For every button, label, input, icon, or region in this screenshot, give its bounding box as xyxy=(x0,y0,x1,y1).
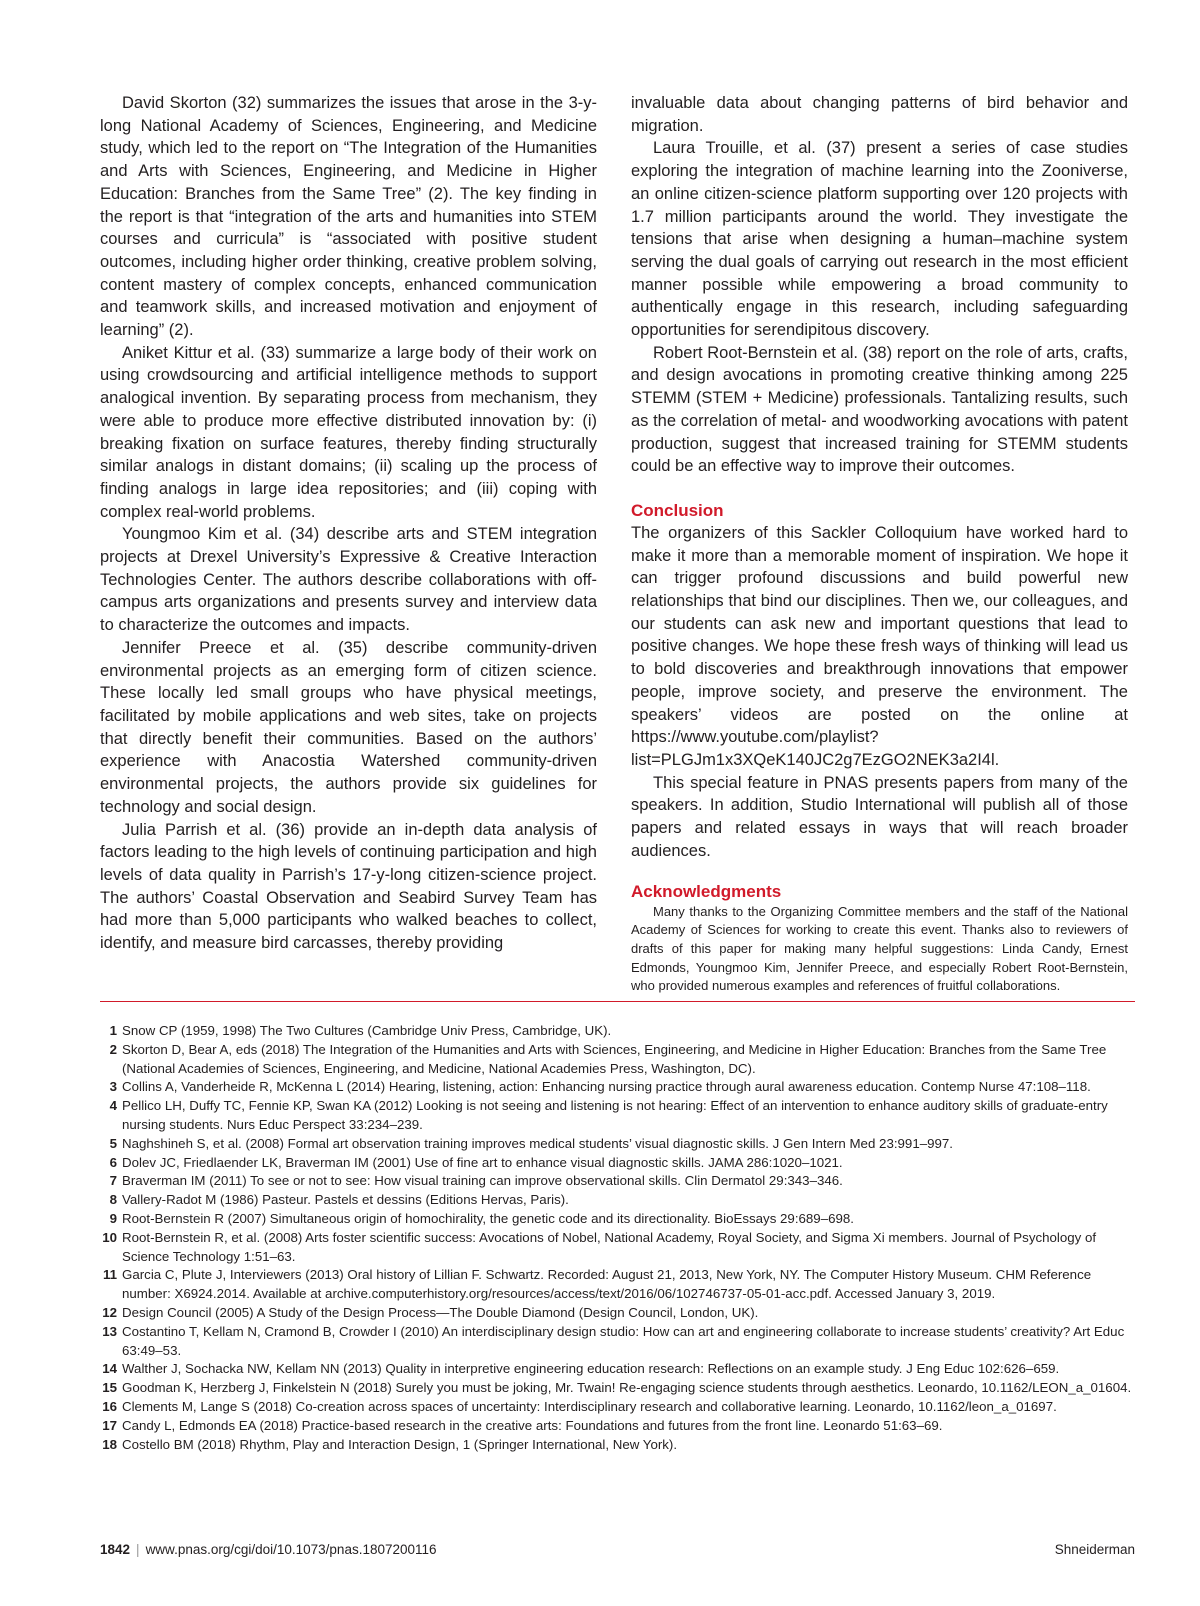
reference-item xyxy=(100,1417,1135,1436)
page-number: 1842 xyxy=(100,1542,131,1557)
reference-number: 1 xyxy=(109,1023,117,1038)
reference-item xyxy=(100,1097,1135,1135)
reference-item xyxy=(100,1172,1135,1191)
reference-item xyxy=(100,1266,1135,1304)
reference-item xyxy=(100,1323,1135,1361)
reference-text: Naghshineh S, et al. (2008) Formal art observation training improves medical students’ visual diagnostic skills. J Gen Intern Med 23:991–997. xyxy=(122,1135,953,1151)
reference-item xyxy=(100,1078,1135,1097)
reference-list xyxy=(100,1022,1135,1454)
reference-item xyxy=(100,1229,1135,1267)
reference-number: 6 xyxy=(109,1154,117,1170)
reference-item xyxy=(100,1154,1135,1173)
conclusion-paragraph: The organizers of this Sackler Colloquium have worked hard to make it more than a memorable moment of inspiration. We hope it can trigger profound discussions and build powerful new relationships that bind our disciplines. Then we, our colleagues, and our students can ask new and important questions that lead to positive changes. We hope these fresh ways of thinking will lead us to bold discoveries and breakthrough innovations that empower people, improve society, and preserve the environment. The speakers’ videos are posted on the online at https://www.youtube.com/playlist?list=PLGJm1x3XQeK140JC2g7EzGO2NEK3a2I4l. xyxy=(631,523,1128,769)
doi-link[interactable]: www.pnas.org/cgi/doi/10.1073/pnas.1807200116 xyxy=(145,1542,437,1557)
reference-number: 12 xyxy=(102,1304,117,1320)
acknowledgments-heading: Acknowledgments xyxy=(631,881,782,901)
reference-text: Garcia C, Plute J, Interviewers (2013) Oral history of Lillian F. Schwartz. Recorded: August 21, 2013, New York, NY. The Computer History Museum. CHM Reference number: X6924.2014. Available at archive.computerhistory.org/resources/access/text/2016/06/102746737-05-01-acc.pdf. Accessed January 3, 2019. xyxy=(122,1267,1092,1302)
reference-number: 17 xyxy=(102,1417,117,1433)
body-paragraph: Laura Trouille, et al. (37) present a series of case studies exploring the integration of machine learning into the Zooniverse, an online citizen-science platform supporting over 120 projects with 1.7 million participants around the world. They investigate the tensions that arise when designing a human–machine system serving the dual goals of carrying out research in the most efficient manner possible while empowering a broad community to authentically engage in this research, including safeguarding opportunities for serendipitous discovery. xyxy=(631,139,1128,340)
body-paragraph: Aniket Kittur et al. (33) summarize a large body of their work on using crowdsourcing and artificial intelligence methods to support analogical invention. By separating process from mechanism, they were able to produce more effective distributed innovation by: (i) breaking fixation on surface features, thereby finding structurally similar analogs in distant domains; (ii) scaling up the process of finding analogs in large idea repositories; and (iii) coping with complex real-world problems. xyxy=(100,343,597,521)
reference-number: 18 xyxy=(102,1436,117,1452)
reference-number: 16 xyxy=(102,1398,117,1414)
page-footer xyxy=(100,1541,1135,1559)
reference-text: Root-Bernstein R (2007) Simultaneous origin of homochirality, the genetic code and its directionality. BioEssays 29:689–698. xyxy=(122,1210,854,1226)
reference-text: Collins A, Vanderheide R, McKenna L (2014) Hearing, listening, action: Enhancing nursing practice through aural awareness education. Contemp Nurse 47:108–118. xyxy=(122,1079,1091,1095)
continued-paragraph: invaluable data about changing patterns of bird behavior and migration. xyxy=(631,94,1128,135)
reference-text: Walther J, Sochacka NW, Kellam NN (2013) Quality in interpretive engineering education research: Reflections on an example study. J Eng Educ 102:626–659. xyxy=(122,1361,1060,1377)
running-author: Shneiderman xyxy=(1054,1542,1135,1557)
body-paragraph: Robert Root-Bernstein et al. (38) report on the role of arts, crafts, and design avocations in promoting creative thinking among 225 STEMM (STEM + Medicine) professionals. Tantalizing results, such as the correlation of metal- and woodworking avocations with patent production, suggest that increased training for STEMM students could be an effective way to improve their outcomes. xyxy=(631,343,1128,476)
reference-item xyxy=(100,1022,1135,1041)
reference-item xyxy=(100,1436,1135,1455)
reference-text: Braverman IM (2011) To see or not to see: How visual training can improve observational skills. Clin Dermatol 29:343–346. xyxy=(122,1173,843,1189)
reference-text: Vallery-Radot M (1986) Pasteur. Pastels et dessins (Editions Hervas, Paris). xyxy=(122,1192,569,1208)
left-column xyxy=(100,92,597,955)
reference-number: 4 xyxy=(109,1098,117,1114)
reference-text: Root-Bernstein R, et al. (2008) Arts foster scientific success: Avocations of Nobel, National Academy, Royal Society, and Sigma Xi members. Journal of Psychology of Science Technology 1:51–63. xyxy=(122,1229,1097,1264)
body-paragraph: David Skorton (32) summarizes the issues that arose in the 3-y-long National Academy of Sciences, Engineering, and Medicine study, which led to the report on “The Integration of the Humanities and Arts with Sciences, Engineering, and Medicine in Higher Education: Branches from the Same Tree” (2). The key finding in the report is that “integration of the arts and humanities into STEM courses and curricula” is “associated with positive student outcomes, including higher order thinking, creative problem solving, content mastery of complex concepts, enhanced communication and teamwork skills, and increased motivation and enjoyment of learning” (2). xyxy=(100,94,597,340)
reference-text: Candy L, Edmonds EA (2018) Practice-based research in the creative arts: Foundations and futures from the front line. Leonardo 51:63–69. xyxy=(122,1417,943,1433)
reference-number: 7 xyxy=(109,1173,117,1189)
reference-text: Goodman K, Herzberg J, Finkelstein N (2018) Surely you must be joking, Mr. Twain! Re-engaging science students through aesthetics. Leonardo, 10.1162/LEON_a_01604. xyxy=(122,1380,1132,1396)
reference-number: 11 xyxy=(102,1267,117,1283)
reference-number: 15 xyxy=(102,1380,117,1396)
reference-item xyxy=(100,1398,1135,1417)
reference-item xyxy=(100,1210,1135,1229)
references-divider xyxy=(100,1001,1135,1002)
reference-text: Snow CP (1959, 1998) The Two Cultures (Cambridge Univ Press, Cambridge, UK). xyxy=(122,1023,612,1038)
reference-text: Pellico LH, Duffy TC, Fennie KP, Swan KA (2012) Looking is not seeing and listening is not hearing: Effect of an intervention to enhance auditory skills of graduate-entry nursing students. Nurs Educ Perspect 33:234–239. xyxy=(122,1098,1108,1132)
reference-item xyxy=(100,1191,1135,1210)
right-column xyxy=(631,92,1128,996)
acknowledgments-text: Many thanks to the Organizing Committee members and the staff of the National Academy of Sciences for working to create this event. Thanks also to reviewers of drafts of this paper for making many helpful suggestions: Linda Candy, Ernest Edmonds, Youngmoo Kim, Jennifer Preece, and especially Robert Root-Bernstein, who provided numerous examples and references of fruitful collaborations. xyxy=(631,903,1128,994)
reference-number: 3 xyxy=(109,1079,117,1095)
reference-item xyxy=(100,1379,1135,1398)
reference-item xyxy=(100,1304,1135,1323)
footer-separator: | xyxy=(136,1542,140,1557)
reference-number: 14 xyxy=(102,1361,117,1377)
reference-number: 5 xyxy=(109,1135,117,1151)
reference-text: Design Council (2005) A Study of the Design Process—The Double Diamond (Design Council, London, UK). xyxy=(122,1304,759,1320)
reference-number: 10 xyxy=(102,1229,117,1245)
conclusion-paragraph: This special feature in PNAS presents papers from many of the speakers. In addition, Studio International will publish all of those papers and related essays in ways that will reach broader audiences. xyxy=(631,773,1128,860)
reference-text: Costantino T, Kellam N, Cramond B, Crowder I (2010) An interdisciplinary design studio: How can art and engineering collaborate to increase students’ creativity? Art Educ 63:49–53. xyxy=(122,1323,1125,1358)
reference-text: Costello BM (2018) Rhythm, Play and Interaction Design, 1 (Springer International, New York). xyxy=(122,1436,678,1452)
reference-item xyxy=(100,1041,1135,1079)
reference-text: Clements M, Lange S (2018) Co-creation across spaces of uncertainty: Interdisciplinary research and collaborative learning. Leonardo, 10.1162/leon_a_01697. xyxy=(122,1398,1057,1414)
body-paragraph: Youngmoo Kim et al. (34) describe arts and STEM integration projects at Drexel University’s Expressive & Creative Interaction Technologies Center. The authors describe collaborations with off-campus arts organizations and presents survey and interview data to characterize the outcomes and impacts. xyxy=(100,525,597,635)
reference-item xyxy=(100,1135,1135,1154)
body-paragraph: Jennifer Preece et al. (35) describe community-driven environmental projects as an emerging form of citizen science. These locally led small groups who have physical meetings, facilitated by mobile applications and web sites, take on projects that directly benefit their communities. Based on the authors’ experience with Anacostia Watershed community-driven environmental projects, the authors provide six guidelines for technology and social design. xyxy=(100,638,597,816)
reference-number: 2 xyxy=(109,1041,117,1057)
reference-item xyxy=(100,1360,1135,1379)
reference-number: 8 xyxy=(109,1192,117,1208)
reference-text: Skorton D, Bear A, eds (2018) The Integration of the Humanities and Arts with Sciences, Engineering, and Medicine in Higher Education: Branches from the Same Tree (National Academies of Sciences, Engineering, and Medicine, National Academies Press, Washington, DC). xyxy=(122,1041,1107,1076)
reference-number: 13 xyxy=(102,1323,117,1339)
reference-number: 9 xyxy=(109,1210,117,1226)
reference-text: Dolev JC, Friedlaender LK, Braverman IM (2001) Use of fine art to enhance visual diagnostic skills. JAMA 286:1020–1021. xyxy=(122,1154,843,1170)
conclusion-heading: Conclusion xyxy=(631,500,724,520)
body-paragraph: Julia Parrish et al. (36) provide an in-depth data analysis of factors leading to the high levels of continuing participation and high levels of data quality in Parrish’s 17-y-long citizen-science project. The authors’ Coastal Observation and Seabird Survey Team has had more than 5,000 participants who walked beaches to collect, identify, and measure bird carcasses, thereby providing xyxy=(100,820,597,953)
